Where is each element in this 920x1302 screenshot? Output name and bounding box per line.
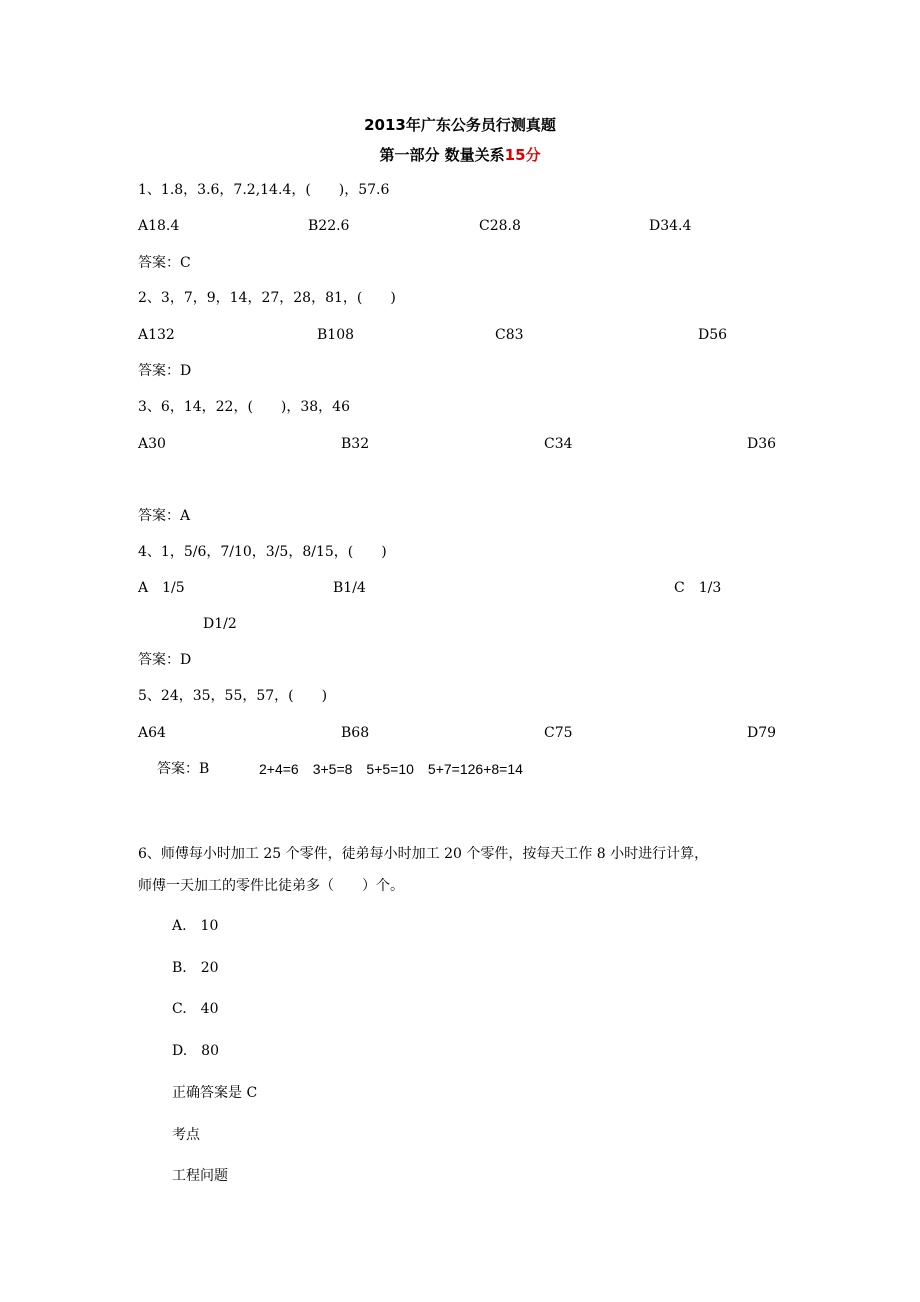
question-6-answer: 正确答案是 C — [172, 1085, 258, 1101]
question-3-stem: 3、6，14，22，( )，38，46 — [138, 399, 350, 415]
question-2-answer: 答案：D — [138, 363, 192, 379]
question-3-option-d: D36 — [747, 436, 777, 452]
question-6-option-b: B. 20 — [172, 960, 219, 976]
question-5-option-c: C75 — [544, 725, 573, 741]
question-6-stem-line-1: 6、师傅每小时加工 25 个零件，徒弟每小时加工 20 个零件，按每天工作 8 小时进行计算， — [138, 846, 709, 862]
question-2-option-a: A132 — [138, 327, 175, 343]
question-4-option-a: A 1/5 — [138, 580, 185, 596]
question-2-option-b: B108 — [317, 327, 355, 343]
section-label: 第一部分 数量关系 — [379, 146, 505, 164]
question-5-option-d: D79 — [747, 725, 777, 741]
question-3-answer: 答案：A — [138, 508, 191, 524]
question-2-stem: 2、3，7，9，14，27，28，81，( ) — [138, 290, 396, 306]
question-3-option-b: B32 — [341, 436, 370, 452]
question-6-kaodian-label: 考点 — [172, 1127, 200, 1143]
question-3-option-a: A30 — [138, 436, 166, 452]
document-title: 2013年广东公务员行测真题 — [364, 116, 556, 134]
question-5-option-b: B68 — [341, 725, 370, 741]
question-4-answer: 答案：D — [138, 652, 192, 668]
question-2-option-d: D56 — [698, 327, 728, 343]
question-4-stem: 4、1，5/6，7/10，3/5，8/15，( ) — [138, 544, 387, 560]
question-5-stem: 5、24，35，55，57，( ) — [138, 688, 328, 704]
question-5-option-a: A64 — [138, 725, 166, 741]
question-6-option-a: A. 10 — [172, 918, 219, 934]
question-1-option-b: B22.6 — [308, 218, 350, 234]
question-4-option-c: C 1/3 — [674, 580, 722, 596]
question-3-option-c: C34 — [544, 436, 573, 452]
question-6-option-d: D. 80 — [172, 1043, 219, 1059]
question-5-explanation: 2+4=6 3+5=8 5+5=10 5+7=126+8=14 — [259, 761, 523, 777]
question-2-option-c: C83 — [495, 327, 524, 343]
question-4-option-b: B1/4 — [333, 580, 366, 596]
question-1-option-a: A18.4 — [138, 218, 180, 234]
question-1-answer: 答案：C — [138, 255, 191, 271]
question-5-answer: 答案：B — [157, 761, 210, 777]
question-1-stem: 1、1.8，3.6，7.2,14.4，( )，57.6 — [138, 182, 390, 198]
question-6-kaodian-value: 工程问题 — [172, 1168, 228, 1184]
question-1-option-d: D34.4 — [649, 218, 692, 234]
question-4-option-d: D1/2 — [203, 616, 237, 632]
question-6-stem-line-2: 师傅一天加工的零件比徒弟多（ ）个。 — [138, 878, 404, 894]
question-1-option-c: C28.8 — [479, 218, 521, 234]
section-heading — [0, 146, 920, 164]
section-score: 15分 — [504, 146, 541, 164]
question-6-option-c: C. 40 — [172, 1001, 219, 1017]
